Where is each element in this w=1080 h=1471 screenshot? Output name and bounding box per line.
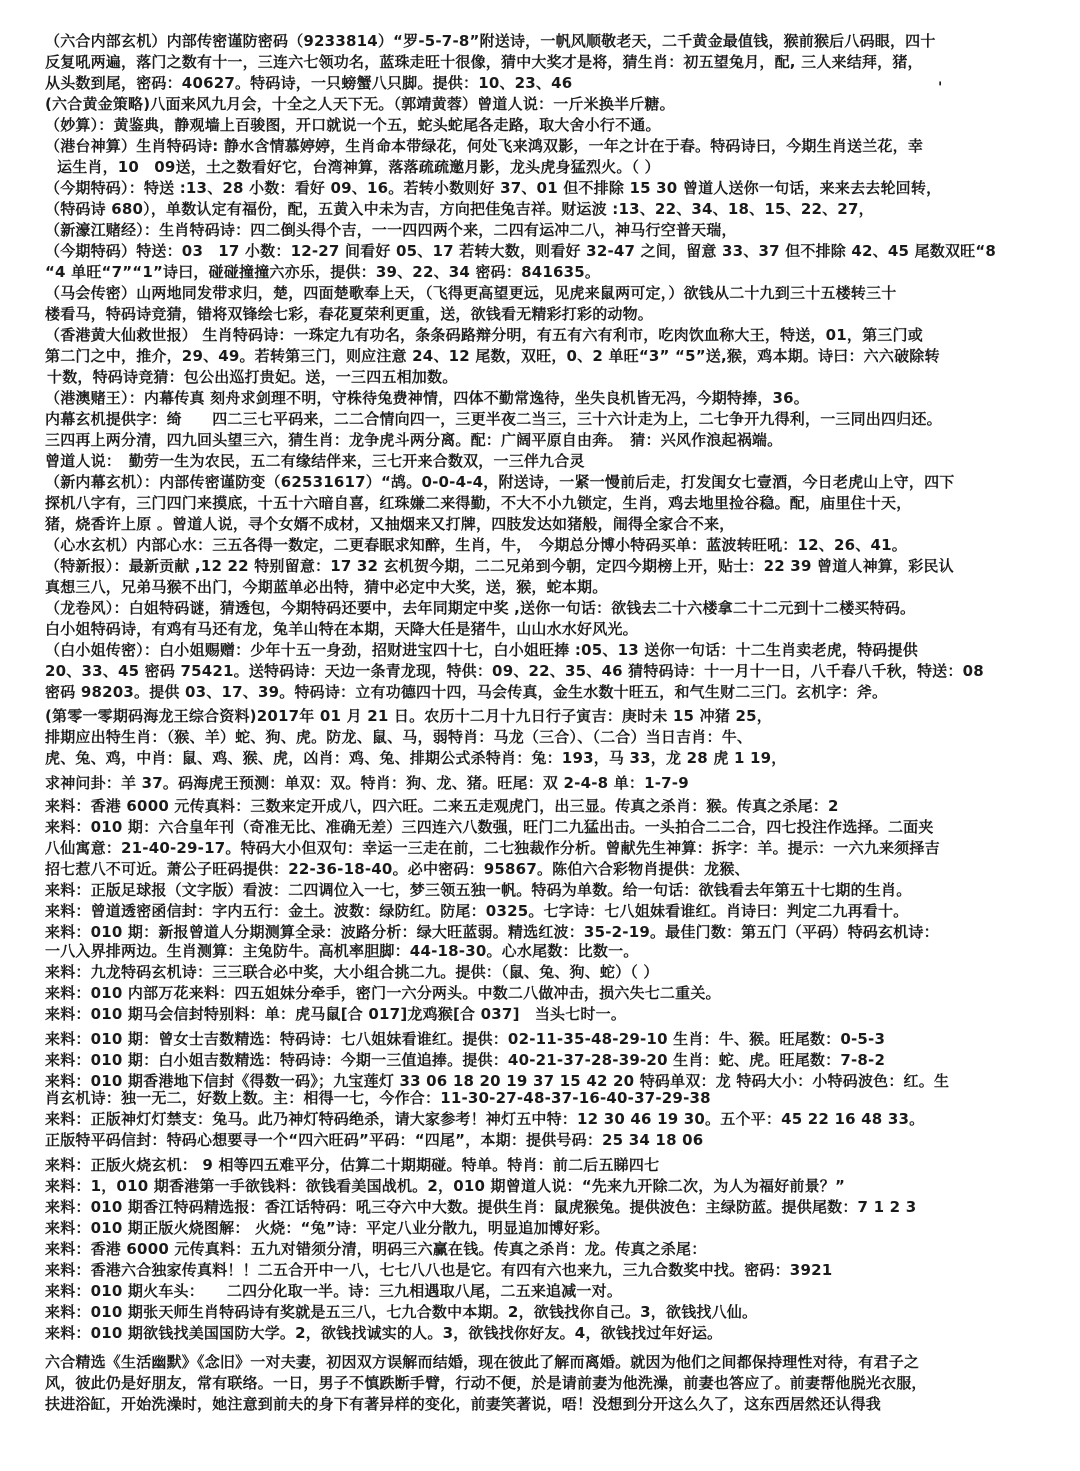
text-line-62: 来料：010 期欲钱找美国国防大学。2，欲钱找诚实的人。3，欲钱找你好友。4，欲钱找过年好运。 xyxy=(45,1324,723,1342)
text-line-49: 来料：010 期：白小姐吉数精选：特码诗：今期一三值追捧。提供：40-21-37-28-39-20 生肖：蛇、虎。旺尾数：7-8-2 xyxy=(45,1051,886,1069)
text-line-14: 楼看马，特码诗竞猜，错将双锋绘七彩，春花夏荣利更重，送，欲钱看无精彩打彩的动物。 xyxy=(45,305,654,323)
text-line-10: （新濠江赌经）：生肖特码诗：四二倒头得个吉，一一四四两个来，二四有运冲二八，神马行空普天瑞， xyxy=(45,221,737,239)
text-line-13: （马会传密）山两地同发带求归，楚，四面楚歌奉上天，（飞得更高望更远，见虎来鼠两可定，）欲钱从二十九到三十五楼转三十 xyxy=(45,284,897,302)
text-line-12: “4 单旺“7”“1”诗曰，碰碰撞撞六亦乐，提供：39、22、34 密码：841635。 xyxy=(45,263,601,281)
text-line-48: 来料：010 期：曾女士吉数精选：特码诗：七八姐妹看谁红。提供：02-11-35-48-29-10 生肖：牛、猴。旺尾数：0-5-3 xyxy=(45,1030,886,1048)
text-line-15: （香港黄大仙救世报） 生肖特码诗：一珠定九有功名，条条码路辩分明，有五有六有利市，吃肉饮血称大王，特送，01，第三门或 xyxy=(45,326,923,344)
text-line-55: 来料：1，010 期香港第一手欲钱料：欲钱看美国战机。2，010 期曾道人说：“先来九开除二次，为人为福好前景？” xyxy=(45,1177,846,1195)
text-line-22: （新内幕玄机）：内部传密谨防变（62531617）“鸪。0-0-4-4，附送诗，一紧一慢前后走，打发闺女七壹酒，今日老虎山上守，四下 xyxy=(45,473,955,491)
text-line-3: 从头数到尾，密码：40627。特码诗，一只螃蟹八只脚。提供：10、23、46 xyxy=(45,74,573,92)
text-line-30: （白小姐传密）：白小姐赐赠：少年十五一身劲，招财进宝四十七，白小姐旺捧 :05、13 送你一句话：十二生肖卖老虎，特码提供 xyxy=(45,641,918,659)
text-line-5: （妙算）：黄鉴典，静观墙上百骏图，开口就说一个五，蛇头蛇尾各走路，取大舍小行不通。 xyxy=(45,116,661,134)
text-line-58: 来料：香港 6000 元传真料：五九对错须分清，明码三六赢在钱。传真之杀肖：龙。传真之杀尾： xyxy=(45,1240,707,1258)
text-line-61: 来料：010 期张天师生肖特码诗有奖就是五三八，七九合数中本期。2，欲钱找你自己。3，欲钱找八仙。 xyxy=(45,1303,758,1321)
text-line-60: 来料：010 期火车头： 二四分化取一半。诗：三九相遇取八尾，二五来追减一对。 xyxy=(45,1282,623,1300)
text-line-4: (六合黄金策略)八面来风九月会，十全之人天下无。（郭靖黄蓉）曾道人说：一斤米换半斤糖。 xyxy=(45,95,675,113)
text-line-37: 来料：香港 6000 元传真料：三数来定开成八，四六旺。二来五走观虎门，出三显。传真之杀肖：猴。传真之杀尾：2 xyxy=(45,797,839,815)
text-line-53: 正版特平码信封：特码心想要寻一个“四六旺码”平码：“四尾”，本期：提供号码：25 34 18 06 xyxy=(45,1131,704,1149)
text-line-45: 来料：九龙特码玄机诗：三三联合必中奖，大小组合挑二九。提供：（鼠、兔、狗、蛇）（ ） xyxy=(45,963,659,981)
text-line-8: （今期特码）：特送 :13、28 小数：看好 09、16。若转小数则好 37、01 但不排除 15 30 曾道人送你一句话，来来去去轮回转， xyxy=(45,179,942,197)
text-line-1: （六合内部玄机）内部传密谨防密码（9233814）“罗-5-7-8”附送诗，一帆风顺敬老天，二千黄金最值钱，猴前猴后八码眼，四十 xyxy=(45,32,936,50)
text-line-33: (第零一零期码海龙王综合资料)2017年 01 月 21 日。农历十二月十九日行子寅吉：庚时未 15 冲猪 25， xyxy=(45,707,772,725)
text-line-57: 来料：010 期正版火烧图解： 火烧：“兔”诗：平定八业分散九，明显追加博好彩。 xyxy=(45,1219,610,1237)
text-line-56: 来料：010 期香江特码精选报：香江话特码：吼三夺六中大数。提供生肖：鼠虎猴兔。提供波色：主绿防蓝。提供尾数：7 1 2 3 xyxy=(45,1198,917,1216)
text-line-25: （心水玄机）内部心水：三五各得一数定，二更春眠求知醉，生肖，牛， 今期总分博小特码买单：蓝波转旺吼：12、26、41。 xyxy=(45,536,907,554)
text-line-26: （特新报）：最新贡献 ,12 22 特别留意：17 32 玄机贺今期，二二兄弟到今朝，定四今期榜上开，贴士：22 39 曾道人神算，彩民认 xyxy=(45,557,954,575)
text-line-44: 一八入界排两边。生肖测算：主兔防牛。高机率胆脚：44-18-30。心水尾数：比数一。 xyxy=(45,942,639,960)
text-line-7: 运生肖，10 09送，土之数看好它，台湾神算，落落疏疏邀月影，龙头虎身猛烈火。（ ） xyxy=(57,158,660,176)
text-line-29: 白小姐特码诗，有鸡有马还有龙，兔羊山特在本期，天降大任是猪牛，山山水水好风光。 xyxy=(45,620,638,638)
text-line-16: 第二门之中，推介，29、49。若转第三门，则应注意 24、12 尾数，双旺，0、2 单旺“3” “5”送,猴，鸡本期。诗曰：六六破除转 xyxy=(45,347,940,365)
text-line-21: 曾道人说： 勤劳一生为农民，五二有缘结伴来，三七开来合数双，一三伴九合灵 xyxy=(45,452,585,470)
text-line-27: 真想三八，兄弟马猴不出门，今期蓝单必出特，猜中必定中大奖，送，猴，蛇本期。 xyxy=(45,578,608,596)
text-line-6: （港台神算）生肖特码诗: 静水含情慕婷婷，生肖命本带绿花，何处飞来鸿双影，一年之计在于春。特码诗曰，今期生肖送兰花，幸 xyxy=(45,137,924,155)
text-line-63: 六合精选《生活幽默》《念旧》一对夫妻，初因双方误解而结婚，现在彼此了解而离婚。就因为他们之间都保持理性对待，有君子之 xyxy=(45,1353,920,1371)
text-line-46: 来料：010 内部万花来料：四五姐妹分牵手，密门一六分两头。中数二八做冲击，损六失七二重关。 xyxy=(45,984,721,1002)
text-line-38: 来料：010 期：六合皇年刊（奇准无比、准确无差）三四连六八数强，旺门二九猛出击。一头拍合二二合，四七投注作选择。二面夹 xyxy=(45,818,934,836)
text-line-35: 虎、兔、鸡，中肖：鼠、鸡、猴、虎，凶肖：鸡、兔、排期公式杀特肖：兔：193，马 33，龙 28 虎 1 19， xyxy=(45,749,787,767)
text-line-20: 三四再上两分清，四九回头望三六，猜生肖：龙争虎斗两分离。配：广阔平原自由奔。 猜：兴风作浪起祸端。 xyxy=(45,431,783,449)
text-line-36: 求神问卦：羊 37。码海虎王预测：单双：双。特肖：狗、龙、猪。旺尾：双 2-4-8 单：1-7-9 xyxy=(45,774,689,792)
text-line-50: 来料：010 期香港地下信封《得数一码》；九宝莲灯 33 06 18 20 19 37 15 42 20 特码单双：龙 特码大小：小特码波色：红。生 xyxy=(45,1072,950,1090)
text-line-41: 来料：正版足球报（文字版）看波：二四调位入一七，梦三领五独一帆。特码为单数。给一句话：欲钱看去年第五十七期的生肖。 xyxy=(45,881,912,899)
text-line-47: 来料：010 期马会信封特别料：单：虎马鼠[合 017]龙鸡猴[合 037] 当头七时一。 xyxy=(45,1005,627,1023)
text-line-42: 来料：曾道透密函信封：字内五行：金土。波数：绿防红。防尾：0325。七字诗：七八姐妹看谁红。肖诗曰：判定二九再看十。 xyxy=(45,902,909,920)
text-line-52: 来料：正版神灯灯禁支：兔马。此乃神灯特码绝杀，请大家参考！神灯五中特：12 30 46 19 30。五个平：45 22 16 48 33。 xyxy=(45,1110,925,1128)
text-line-54: 来料：正版火烧玄机： 9 相等四五难平分，估算二十期期碰。特单。特肖：前二后五睇四七 xyxy=(45,1156,660,1174)
text-line-18: （港澳赌王）：内幕传真 刻舟求剑理不明，守株待兔费神情，四体不勤常逸待，坐失良机皆无冯，今期特捧，36。 xyxy=(45,389,810,407)
document-body xyxy=(45,31,1045,1415)
text-line-64: 风，彼此仍是好朋友，常有联络。一日，男子不慎跌断手臂，行动不便，於是请前妻为他洗澡，前妻也答应了。前妻帮他脱光衣服， xyxy=(45,1374,927,1392)
text-line-2: 反复吼两遍，落门之数有十一，三连六七领功名，蓝珠走旺十很像，猜中大奖才是将，猜生肖：初五望兔月，配, 三人来结拜，猪， xyxy=(45,53,923,71)
text-line-34: 排期应出特生肖：（猴、羊）蛇、狗、虎。防龙、鼠、马，弱特肖：马龙（三合）、（二合）当日吉肖：牛、 xyxy=(45,728,753,746)
text-line-40: 招七惹八不可近。萧公子旺码提供：22-36-18-40。必中密码：95867。陈伯六合彩物肖提供：龙猴、 xyxy=(45,860,750,878)
text-line-23: 探机八字有，三门四门来摸底，十五十六暗自喜，红珠嫌二来得勤，不大不小九锁定，生肖，鸡去地里捡谷稳。配，庙里住十天， xyxy=(45,494,912,512)
text-line-59: 来料：香港六合独家传真料！！二五合开中一八，七七八八也是它。有四有六也来九，三九合数奖中找。密码：3921 xyxy=(45,1261,833,1279)
text-line-11: （今期特码）特送：03 17 小数：12-27 间看好 05、17 若转大数，则看好 32-47 之间，留意 33、37 但不排除 42、45 尾数双旺“8 xyxy=(45,242,997,260)
text-line-19: 内幕玄机提供字：绮 四二三七平码来，二二合情向四一，三更半夜二当三，三十六计走为上，二七争开九得利，一三同出四归还。 xyxy=(45,410,942,428)
text-line-32: 密码 98203。提供 03、17、39。特码诗：立有功德四十四，马会传真，金生水数十旺五，和气生财二三门。玄机字：斧。 xyxy=(45,683,888,701)
text-line-9: （特码诗 680），单数认定有福份，配，五黄入中未为吉，方向把佳兔吉祥。财运波 :13、22、34、18、15、22、27， xyxy=(45,200,874,218)
text-line-51: 肖玄机诗：独一无二，好数上数。主：相得一七，今作合：11-30-27-48-37-16-40-37-29-38 xyxy=(45,1089,711,1107)
text-line-65: 扶进浴缸，开始洗澡时，她注意到前夫的身下有著异样的变化，前妻笑著说，唔！没想到分开这么久了，这东西居然还认得我 xyxy=(45,1395,882,1413)
text-line-17: 十数，特码诗竞猜：包公出巡打贵妃。送，一三四五相加数。 xyxy=(47,368,458,386)
stray-mark: ' xyxy=(938,80,943,96)
text-line-43: 来料：010 期：新报曾道人分期测算全录：波路分析：绿大旺蓝弱。精选红波：35-2-19。最佳门数：第五门（平码）特码玄机诗： xyxy=(45,923,939,941)
text-line-39: 八仙寓意：21-40-29-17。特码大小但双句：幸运一三走在前，二七独裁作分析。曾献先生神算：拆字：羊。提示：一六九来须择吉 xyxy=(45,839,940,857)
text-line-24: 猪，烧香许上原 。曾道人说，寻个女婿不成材，又抽烟来又打牌，四肢发达如猪般，闹得全家合不来， xyxy=(45,515,735,533)
text-line-31: 20、33、45 密码 75421。送特码诗：天边一条青龙现，特供：09、22、35、46 猜特码诗：十一月十一日，八千春八千秋，特送：08 xyxy=(45,662,984,680)
text-line-28: （龙卷风）：白姐特码谜，猜透包，今期特码还要中，去年同期定中奖 ,送你一句话：欲钱去二十六楼拿二十二元到十二楼买特码。 xyxy=(45,599,916,617)
